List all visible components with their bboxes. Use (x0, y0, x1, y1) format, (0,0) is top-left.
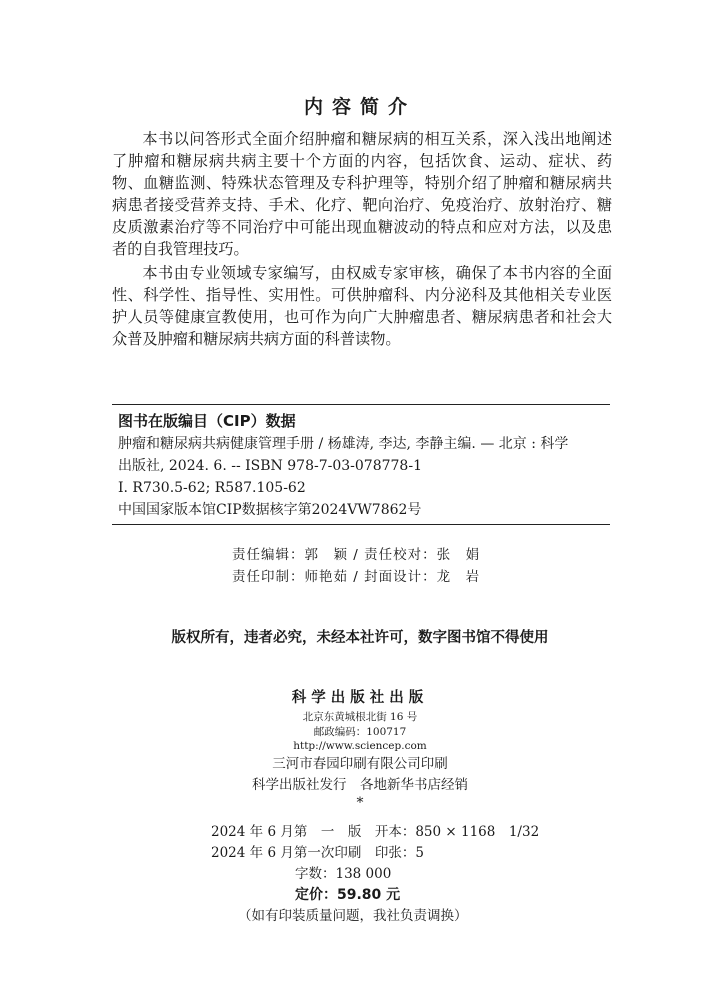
publisher-block (0, 688, 720, 810)
edition-block (211, 822, 539, 927)
publisher-postcode: 邮政编码：100717 (313, 725, 407, 738)
publisher-address: 北京东黄城根北街 16 号 (302, 711, 418, 723)
quality-note: （如有印装质量问题，我社负责调换） (238, 908, 468, 924)
word-count: 字数：138 000 (295, 866, 392, 882)
cip-line: 肿瘤和糖尿病共病健康管理手册 / 杨雄涛, 李达, 李静主编. — 北京 : 科学 (118, 436, 569, 452)
publisher-name: 科学出版社出版 (291, 689, 429, 706)
cip-heading: 图书在版编目（CIP）数据 (118, 412, 296, 430)
cip-line: Ⅰ. R730.5-62; R587.105-62 (118, 480, 306, 496)
publisher-url: http://www.sciencep.com (293, 740, 427, 752)
copyright-notice: 版权所有，违者必究，未经本社许可，数字图书馆不得使用 (171, 630, 549, 646)
cip-block (112, 404, 610, 525)
summary-paragraph: 本书以问答形式全面介绍肿瘤和糖尿病的相互关系，深入浅出地阐述了肿瘤和糖尿病共病主要十个方面的内容，包括饮食、运动、症状、药物、血糖监测、特殊状态管理及专科护理等，特别介绍了肿瘤和糖尿病共病患者接受营养支持、手术、化疗、靶向治疗、免疫治疗、放射治疗、糖皮质激素治疗等不同治疗中可能出现血糖波动的特点和应对方法，以及患者的自我管理技巧。 (112, 130, 612, 258)
summary-section (112, 128, 612, 352)
cip-line: 中国国家版本馆CIP数据核字第2024VW7862号 (118, 502, 422, 518)
credits-block (232, 544, 480, 588)
credits-editors: 责任编辑：郭 颖 / 责任校对：张 娟 (232, 547, 481, 563)
summary-paragraph: 本书由专业领域专家编写，由权威专家审核，确保了本书内容的全面性、科学性、指导性、实用性。可供肿瘤科、内分泌科及其他相关专业医护人员等健康宣教使用，也可作为向广大肿瘤患者、糖尿病患者和社会大众普及肿瘤和糖尿病共病方面的科普读物。 (112, 264, 612, 348)
page-title: 内容简介 (303, 96, 416, 118)
printing-line: 2024 年 6 月第一次印刷 印张：5 (211, 845, 424, 861)
price: 定价：59.80 元 (295, 887, 401, 903)
separator-star: * (356, 794, 364, 811)
credits-production: 责任印制：师艳茹 / 封面设计：龙 岩 (232, 569, 481, 585)
edition-line: 2024 年 6 月第 一 版 开本：850 × 1168 1/32 (211, 824, 540, 840)
cip-line: 出版社, 2024. 6. -- ISBN 978-7-03-078778-1 (118, 458, 422, 474)
printer: 三河市春园印刷有限公司印刷 (272, 755, 448, 772)
distribution: 科学出版社发行 各地新华书店经销 (252, 776, 468, 793)
